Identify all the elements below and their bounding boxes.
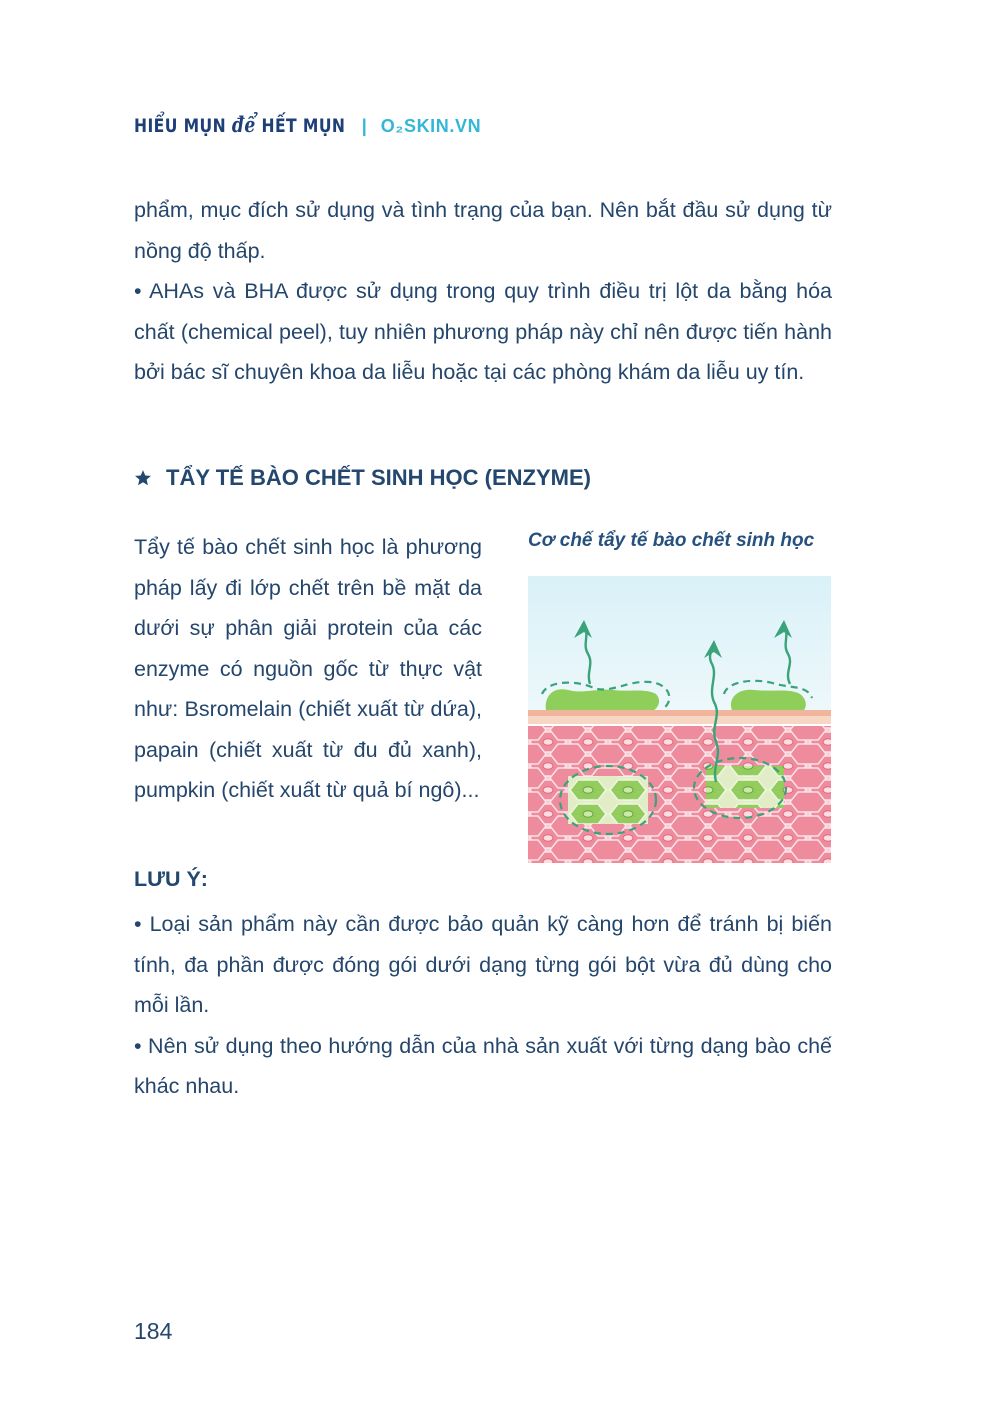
note-title: LƯU Ý: — [134, 867, 208, 891]
section-heading — [134, 465, 591, 491]
section-body: Tẩy tế bào chết sinh học là phương pháp lấy đi lớp chết trên bề mặt da dưới sự phân giải protein của các enzyme có nguồn gốc từ thực vật như: Bsromelain (chiết xuất từ dứa), papain (chiết xuất từ đu đủ xanh), pumpkin (chiết xuất từ quả bí ngô)... — [134, 535, 482, 802]
running-header — [134, 112, 481, 137]
intro-paragraph: phẩm, mục đích sử dụng và tình trạng của bạn. Nên bắt đầu sử dụng từ nồng độ thấp. — [134, 198, 832, 263]
note-item: • Nên sử dụng theo hướng dẫn của nhà sản xuất với từng dạng bào chế khác nhau. — [134, 1033, 832, 1098]
intro-bullet: • AHAs và BHA được sử dụng trong quy trình điều trị lột da bằng hóa chất (chemical peel), tuy nhiên phương pháp này chỉ nên được tiến hành bởi bác sĩ chuyên khoa da liễu hoặc tại các phòng khám da liễu uy tín. — [134, 279, 832, 384]
site-name: O₂SKIN.VN — [380, 116, 482, 136]
enzyme-exfoliation-illustration — [528, 576, 831, 863]
book-title: HIỂU MỤN để HẾT MỤN — [134, 112, 346, 137]
section-title: TẨY TẾ BÀO CHẾT SINH HỌC (ENZYME) — [166, 465, 591, 490]
note-list — [134, 904, 832, 1107]
header-separator: | — [361, 116, 367, 136]
page-number: 184 — [134, 1318, 173, 1344]
note-item: • Loại sản phẩm này cần được bảo quản kỹ càng hơn để tránh bị biến tính, đa phần được đóng gói dưới dạng từng gói bột vừa đủ dùng cho mỗi lần. — [134, 912, 832, 1017]
star-icon — [134, 469, 152, 487]
intro-text — [134, 190, 832, 393]
figure-caption: Cơ chế tẩy tế bào chết sinh học — [528, 530, 815, 551]
